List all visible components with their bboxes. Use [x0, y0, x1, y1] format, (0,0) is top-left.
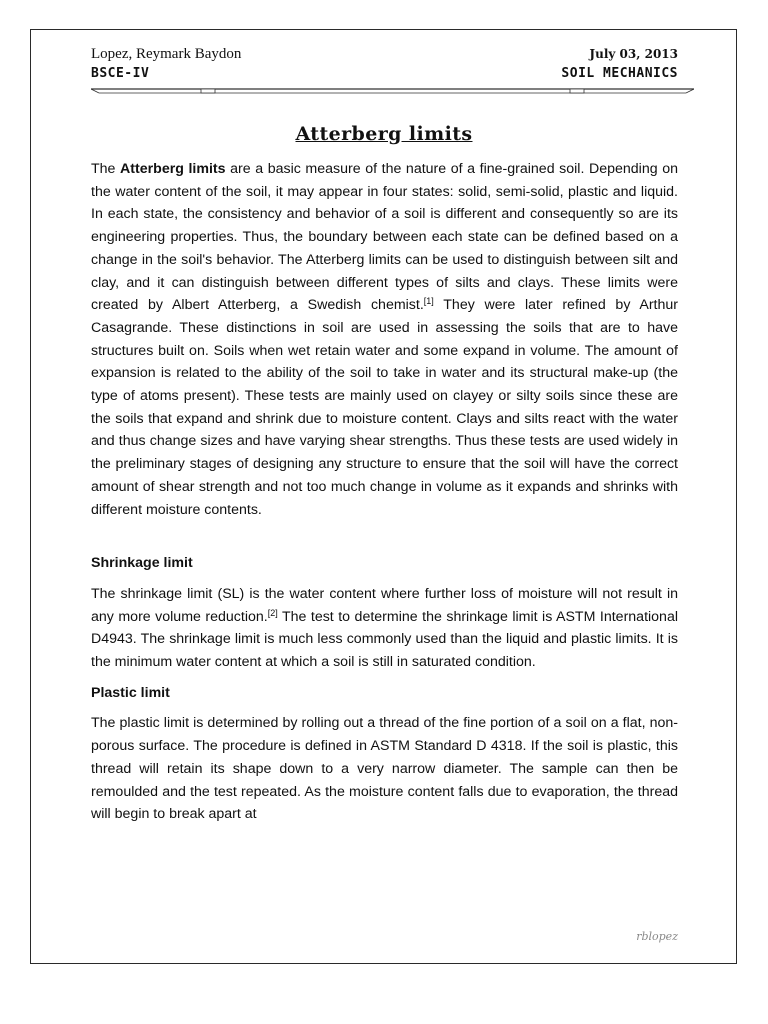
reference-2[interactable]: [2]: [267, 607, 278, 618]
plastic-paragraph: The plastic limit is determined by rolling out a thread of the fine portion of a soil on a flat, non-porous surface. The procedure is defined in ASTM Standard D 4318. If the soil is plastic, this thread will retain its shape down to a very narrow diameter. The sample can then be remoulded and the test repeated. As the moisture content falls due to evaporation, the thread will begin to break apart at: [91, 715, 678, 823]
shrinkage-text-2: The test to determine the shrinkage limit is ASTM International D4943. The shrinkage limit is much less commonly used than the liquid and plastic limits. It is the minimum water content at which a soil is still in saturated condition.: [91, 608, 678, 671]
intro-lead: The: [91, 161, 121, 177]
header-right: [561, 44, 678, 84]
plastic-heading: Plastic limit: [91, 684, 170, 701]
intro-term: Atterberg limits: [120, 161, 226, 177]
reference-1[interactable]: [1]: [423, 296, 434, 307]
date-label: July 03, 2013: [589, 47, 678, 61]
header-divider: [91, 84, 694, 98]
shrinkage-heading: Shrinkage limit: [91, 555, 193, 572]
subject-label: SOIL MECHANICS: [561, 66, 678, 81]
author-name: Lopez, Reymark Baydon: [91, 46, 242, 62]
intro-paragraph: [91, 158, 678, 521]
document-body: [91, 158, 678, 826]
shrinkage-paragraph: [91, 583, 678, 674]
page-title: Atterberg limits: [295, 123, 473, 145]
course-label: BSCE-IV: [91, 66, 150, 81]
shrinkage-text-1: The shrinkage limit (SL) is the water content where further loss of moisture will not result in any more volume reduction.: [91, 585, 678, 625]
header-left: [91, 44, 241, 84]
intro-text-2: They were later refined by Arthur Casagrande. These distinctions in soil are used in assessing the soils that are to have structures built on. Soils when wet retain water and some expand in volume. The amount of expansion is related to the ability of the soil to take in water and its structural make-up (the type of atoms present). These tests are mainly used on clayey or silty soils since these are the soils that expand and shrink due to moisture content. Clays and silts react with the water and thus change sizes and have varying shear strengths. Thus these tests are used widely in the preliminary stages of designing any structure to ensure that the soil will have the correct amount of shear strength and not too much change in volume as it expands and shrinks with different moisture contents.: [91, 297, 678, 518]
footer-signature: rblopez: [636, 930, 678, 943]
intro-text-1: are a basic measure of the nature of a fine-grained soil. Depending on the water content of the soil, it may appear in four states: solid, semi-solid, plastic and liquid. In each state, the consistency and behavior of a soil is different and consequently so are its engineering properties. Thus, the boundary between each state can be defined based on a change in the soil's behavior. The Atterberg limits can be used to distinguish between silt and clay, and it can distinguish between different types of silts and clays. These limits were created by Albert Atterberg, a Swedish chemist.: [91, 161, 678, 314]
